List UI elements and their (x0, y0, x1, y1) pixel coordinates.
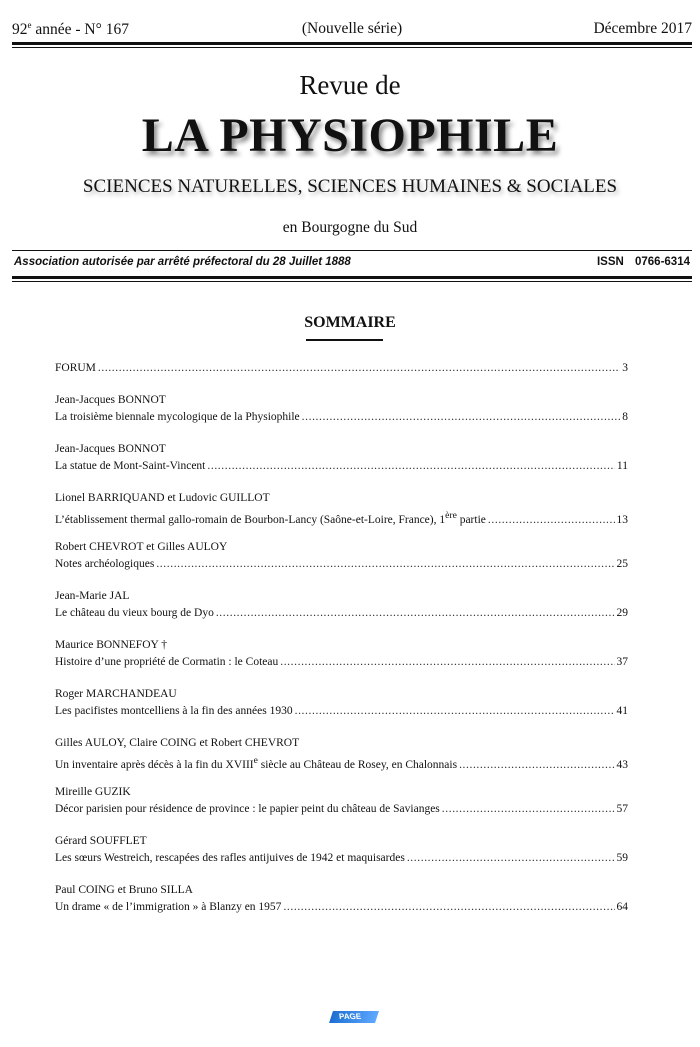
toc-entry (55, 539, 628, 573)
toc-leader-dots (156, 556, 614, 573)
toc-page-number: 13 (616, 513, 628, 526)
toc-title: L’établissement thermal gallo-romain de Bourbon-Lancy (Saône-et-Loire, France), 1ère partie (55, 510, 486, 526)
toc-line (55, 703, 628, 720)
toc-page-number: 3 (622, 362, 628, 374)
masthead-revue-de: Revue de (299, 70, 401, 100)
toc-entry (55, 833, 628, 867)
toc-author: Lionel BARRIQUAND et Ludovic GUILLOT (55, 492, 270, 504)
toc-entry (55, 686, 628, 720)
toc-page-number: 43 (616, 758, 628, 771)
toc-leader-dots (216, 605, 615, 622)
toc-page-number: 64 (616, 901, 628, 913)
journal-subtitle: SCIENCES NATURELLES, SCIENCES HUMAINES & SOCIALES (82, 176, 618, 197)
toc-leader-dots (302, 409, 621, 426)
page-number: 1 (346, 1036, 354, 1045)
toc-page-number: 57 (616, 803, 628, 815)
toc-title: Les pacifistes montcelliens à la fin des années 1930 (55, 705, 293, 717)
toc-line (55, 752, 628, 769)
toc-entry (55, 735, 628, 769)
toc-title: Un inventaire après décès à la fin du XVIIIe siècle au Château de Rosey, en Chalonnais (55, 755, 458, 771)
table-of-contents (55, 360, 628, 931)
masthead-rule-bottom-thin (12, 281, 692, 282)
toc-entry (55, 360, 628, 377)
toc-entry (55, 441, 628, 475)
masthead-rule-bottom (12, 276, 692, 279)
toc-line (55, 801, 628, 818)
toc-title: La statue de Mont-Saint-Vincent (55, 460, 206, 472)
toc-entry (55, 784, 628, 818)
toc-line (55, 458, 628, 475)
toc-author: Jean-Jacques BONNOT (55, 443, 166, 455)
toc-author: Gérard SOUFFLET (55, 835, 147, 847)
toc-page-number: 29 (616, 607, 628, 619)
toc-title: Histoire d’une propriété de Cormatin : le Coteau (55, 656, 279, 668)
toc-author: Roger MARCHANDEAU (55, 688, 177, 700)
toc-entry (55, 490, 628, 524)
journal-region: en Bourgogne du Sud (282, 219, 418, 236)
journal-title: LA PHYSIOPHILE (141, 109, 559, 162)
issn-label: ISSN 0766-6314 (596, 256, 690, 268)
toc-entry (55, 588, 628, 622)
toc-entry (55, 882, 628, 916)
toc-entry (55, 392, 628, 426)
sommaire-underline (306, 339, 383, 341)
issue-number: 92e année - N° 167 (12, 20, 129, 39)
toc-leader-dots (283, 899, 614, 916)
sommaire-heading: SOMMAIRE (304, 314, 396, 331)
toc-title: FORUM (55, 362, 96, 374)
toc-line (55, 507, 628, 524)
toc-line (55, 605, 628, 622)
series-label: (Nouvelle série) (301, 20, 403, 37)
toc-leader-dots (295, 703, 615, 720)
toc-line (55, 360, 628, 377)
toc-line (55, 556, 628, 573)
masthead-rule-top (12, 250, 692, 251)
toc-page-number: 8 (622, 411, 628, 423)
issue-header (12, 20, 692, 40)
toc-author: Jean-Jacques BONNOT (55, 394, 166, 406)
toc-author: Paul COING et Bruno SILLA (55, 884, 193, 896)
toc-leader-dots (98, 360, 620, 377)
association-notice: Association autorisée par arrêté préfectoral du 28 Juillet 1888 (14, 256, 351, 268)
toc-title: Notes archéologiques (55, 558, 155, 570)
toc-leader-dots (407, 850, 615, 867)
toc-page-number: 59 (616, 852, 628, 864)
toc-page-number: 37 (616, 656, 628, 668)
page-label: PAGE (337, 1012, 363, 1021)
toc-title: La troisième biennale mycologique de la Physiophile (55, 411, 300, 423)
toc-leader-dots (280, 654, 614, 671)
toc-title: Décor parisien pour résidence de province : le papier peint du château de Savianges (55, 803, 440, 815)
toc-page-number: 25 (616, 558, 628, 570)
toc-line (55, 654, 628, 671)
toc-leader-dots (459, 757, 614, 774)
toc-author: Mireille GUZIK (55, 786, 131, 798)
toc-title: Le château du vieux bourg de Dyo (55, 607, 214, 619)
toc-page-number: 11 (616, 460, 628, 472)
toc-leader-dots (207, 458, 615, 475)
toc-author: Maurice BONNEFOY † (55, 639, 168, 651)
toc-entry (55, 637, 628, 671)
toc-leader-dots (488, 512, 615, 529)
toc-author: Robert CHEVROT et Gilles AULOY (55, 541, 228, 553)
toc-author: Gilles AULOY, Claire COING et Robert CHEVROT (55, 737, 300, 749)
toc-author: Jean-Marie JAL (55, 590, 130, 602)
toc-title: Un drame « de l’immigration » à Blanzy en 1957 (55, 901, 282, 913)
header-rule-thin (12, 47, 692, 48)
toc-line (55, 850, 628, 867)
issue-date: Décembre 2017 (593, 20, 692, 37)
toc-page-number: 41 (616, 705, 628, 717)
toc-line (55, 899, 628, 916)
toc-title: Les sœurs Westreich, rescapées des rafles antijuives de 1942 et maquisardes (55, 852, 405, 864)
toc-line (55, 409, 628, 426)
page-badge (329, 1011, 379, 1045)
toc-leader-dots (442, 801, 615, 818)
header-rule (12, 42, 692, 45)
